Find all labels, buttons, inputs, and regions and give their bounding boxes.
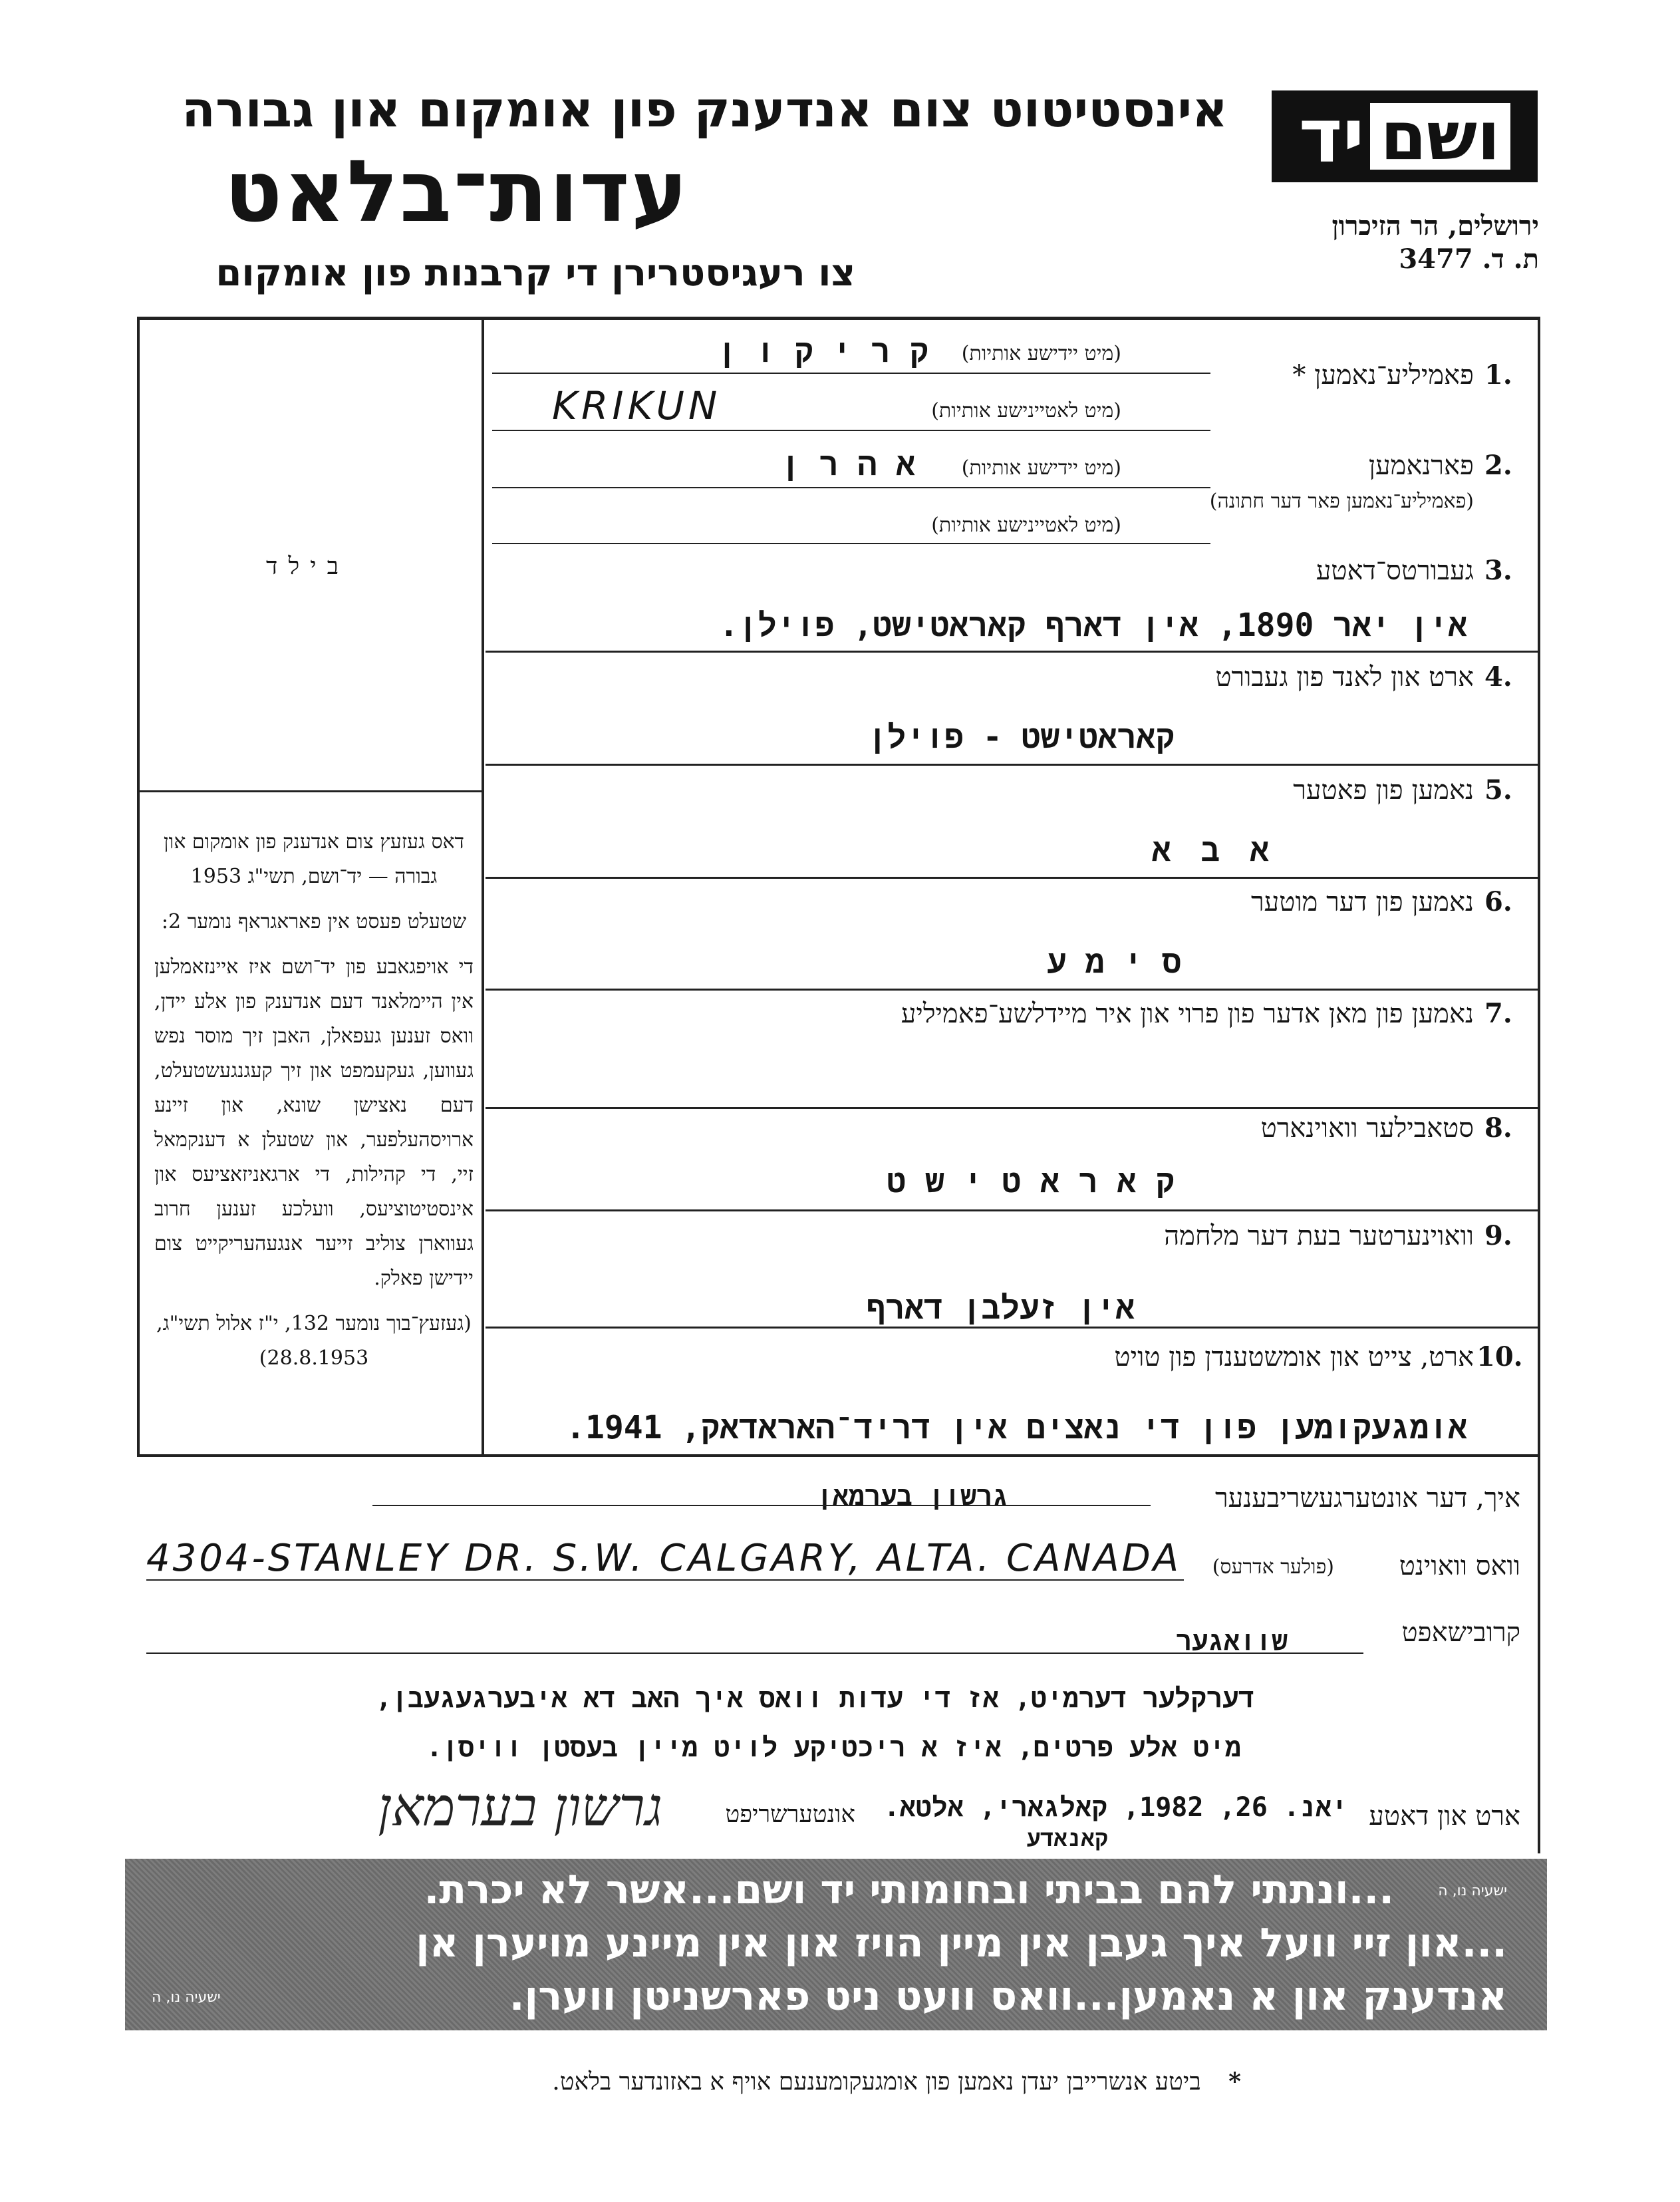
declaration-line-2: מיט אלע פרטים, איז א ריכטיקע לויט מיין בעסטן וויסן.	[426, 1732, 1241, 1763]
relation-value[interactable]: שוואגער	[1175, 1626, 1288, 1656]
field-8-number: 8.	[1484, 1112, 1512, 1144]
banner-line-1-text: ...ונתתי להם בביתי ובחומותי יד ושם...אשר לא יכרת.	[424, 1867, 1394, 1913]
field-2-sublabel: (פאמיליע־נאמען פאר דער חתונה)	[1209, 490, 1474, 513]
field-2-number: 2.	[1484, 450, 1512, 481]
form-top-border	[137, 317, 1540, 320]
logo-text-dark: יד	[1298, 93, 1365, 180]
field-8-line	[486, 1209, 1538, 1211]
banner-line-2-text: ...און זיי וועל איך געבן אין מיין הויז און אין מיינע מויערן אן	[416, 1920, 1507, 1966]
form-left-border	[137, 317, 140, 1454]
photo-box-bottom	[137, 790, 482, 792]
form-subtitle: צו רעגיסטרירן די קרבנות פון אומקום	[215, 251, 855, 295]
field-7-number: 7.	[1484, 998, 1512, 1029]
sidebar-law-text	[154, 825, 474, 1376]
field-2-line-latin	[492, 543, 1210, 544]
signature: גרשון בערמאן	[378, 1776, 662, 1838]
field-1-line-yiddish	[492, 373, 1210, 374]
banner-line-1	[424, 1867, 1394, 1913]
declarant-address-label: וואס וואוינט	[1399, 1551, 1520, 1581]
declarant-name-line	[372, 1505, 1151, 1506]
field-7-line	[486, 1107, 1538, 1109]
form-main-title: עדות־בלאט	[224, 142, 689, 241]
field-6-label: נאמען פון דער מוטער	[1251, 887, 1474, 917]
field-1-label: פאמיליע־נאמען *	[1292, 360, 1474, 391]
field-2-hint-yiddish: (מיט יידישע אותיות)	[961, 456, 1121, 480]
place-date-value[interactable]: יאנ. 26, 1982, קאלגארי, אלטא.	[883, 1792, 1347, 1823]
place-date-value-country[interactable]: קאנאדע	[1026, 1825, 1108, 1852]
field-3-number: 3.	[1484, 555, 1512, 586]
field-4-line	[486, 764, 1538, 766]
place-date-label: ארט און דאטע	[1369, 1801, 1520, 1831]
field-7-label: נאמען פון מאן אדער פון פרוי און איר מיידלשע־פאמיליע	[901, 999, 1474, 1029]
yad-vashem-logo	[1272, 90, 1538, 182]
footnote	[552, 2068, 1241, 2096]
field-1-number: 1.	[1484, 359, 1512, 391]
field-3-line	[486, 651, 1538, 653]
field-5-number: 5.	[1484, 774, 1512, 806]
field-9-label: וואוינערטער בעת דער מלחמה	[1164, 1221, 1474, 1251]
field-2-line-yiddish	[492, 487, 1210, 488]
form-column-divider	[482, 317, 484, 1454]
field-2-value-yiddish[interactable]: א ה ר ן	[781, 446, 915, 483]
field-9-number: 9.	[1484, 1220, 1512, 1251]
institute-title: אינסטיטוט צום אנדענק פון אומקום און גבורה	[182, 81, 1228, 138]
declarant-address-hint: (פולער אדרעס)	[1212, 1555, 1334, 1579]
relation-line	[146, 1652, 1363, 1654]
field-3-label: געבורטס־דאטע	[1316, 555, 1474, 586]
field-1-hint-yiddish: (מיט יידישע אותיות)	[961, 342, 1121, 365]
declarant-address-line	[146, 1579, 1184, 1581]
field-10-value[interactable]: אומגעקומען פון די נאצים אין דריד־האראדאק, 1941.	[566, 1409, 1467, 1446]
field-5-label: נאמען פון פאטער	[1293, 775, 1474, 806]
field-1-value-yiddish[interactable]: ק ר י ק ו ן	[717, 333, 928, 370]
declarant-address-value[interactable]: 4304-STANLEY DR. S.W. CALGARY, ALTA. CANADA	[146, 1537, 1182, 1580]
address-line-1: ירושלים, הר הזיכרון	[1331, 210, 1539, 241]
law-para-2: שטעלט פעסט אין פאראגראף נומער 2:	[161, 910, 467, 933]
banner-line-3-text: אנדענק און א נאמען...וואס וועט ניט פארשניטן ווערן.	[509, 1973, 1507, 2020]
photo-label: בילד	[266, 553, 349, 580]
signature-label: אונטערשריפט	[725, 1801, 855, 1828]
field-4-value[interactable]: קאראטישט - פוילן	[867, 718, 1175, 756]
banner-line-3-source: ישעיה נו, ה	[152, 1989, 221, 2006]
logo-text-light: ושם	[1370, 103, 1511, 170]
banner-line-2	[416, 1920, 1507, 1966]
footnote-star: *	[1228, 2068, 1241, 2096]
banner-line-1-source: ישעיה נו, ה	[1438, 1883, 1507, 1899]
declarant-name-value[interactable]: גרשון בערמאן	[816, 1481, 1008, 1511]
footnote-text: ביטע אנשרייבן יעדן נאמען פון אומגעקומענעם אויף א באזונדער בלאט.	[552, 2068, 1201, 2096]
declaration-line-1: דערקלער דערמיט, אז די עדות וואס איך האב דא איבערגעגעבן,	[375, 1683, 1254, 1714]
declarant-name-label: איך, דער אונטערגעשריבענער	[1214, 1483, 1520, 1513]
field-9-value[interactable]: אין זעלבן דארף	[866, 1289, 1135, 1327]
field-1-value-latin[interactable]: KRIKUN	[552, 383, 722, 428]
field-8-value[interactable]: ק א ר א ט י ש ט	[887, 1163, 1175, 1200]
field-6-value[interactable]: ס י מ ע	[1047, 943, 1181, 981]
law-para-3: די אויפגאבע פון יד־ושם איז איינזאמלען אין היימלאנד דעם אנדענק פון אלע יידן, וואס זענען געפאלן, האבן זיך מוסר נפש געווען, געקעמפט און זיך קעגנגעשטעלט, דעם נאצישן שונא, און זיינע ארויסהעלפער, און שטעלן א דענקמאל זיי, די קהילות, די ארגאניזאציעס און אינסטיטוציעס, וועלכע זענען חרוב געווארן צוליב זייער אנגעהעריקייט צום יידישן פאלק.	[154, 955, 474, 1290]
banner-line-3	[509, 1973, 1507, 2020]
field-3-value[interactable]: אין יאר 1890, אין דארף קאראטישט, פוילן.	[719, 607, 1467, 644]
law-para-1: דאס געזעץ צום אנדענק פון אומקום און גבורה — יד־ושם, תשי"ג 1953	[164, 830, 464, 888]
field-2-label: פארנאמען	[1368, 450, 1474, 481]
field-10-label: ארט, צייט און אומשטענדן פון טויט	[1114, 1342, 1474, 1372]
scripture-banner	[125, 1859, 1547, 2030]
field-2-hint-latin: (מיט לאטיינישע אותיות)	[931, 514, 1121, 537]
form-section-divider	[137, 1454, 1540, 1457]
field-5-line	[486, 877, 1538, 879]
form-right-border	[1538, 317, 1540, 1853]
relation-label: קרובישאפט	[1401, 1617, 1520, 1648]
field-10-number: 10.	[1476, 1341, 1523, 1372]
field-6-line	[486, 989, 1538, 991]
field-9-line	[486, 1327, 1538, 1329]
law-para-4: (געזעץ־בוך נומער 132, י"ז אלול תשי"ג, 28.8.1953)	[156, 1312, 472, 1370]
address-line-2: ת. ד. 3477	[1399, 243, 1539, 275]
field-6-number: 6.	[1484, 886, 1512, 917]
field-8-label: סטאבילער וואוינארט	[1260, 1113, 1474, 1144]
field-4-number: 4.	[1484, 661, 1512, 693]
field-5-value[interactable]: א ב א	[1151, 832, 1274, 869]
field-4-label: ארט און לאנד פון געבורט	[1215, 662, 1474, 693]
field-1-line-latin	[492, 430, 1210, 431]
field-1-hint-latin: (מיט לאטיינישע אותיות)	[931, 399, 1121, 422]
